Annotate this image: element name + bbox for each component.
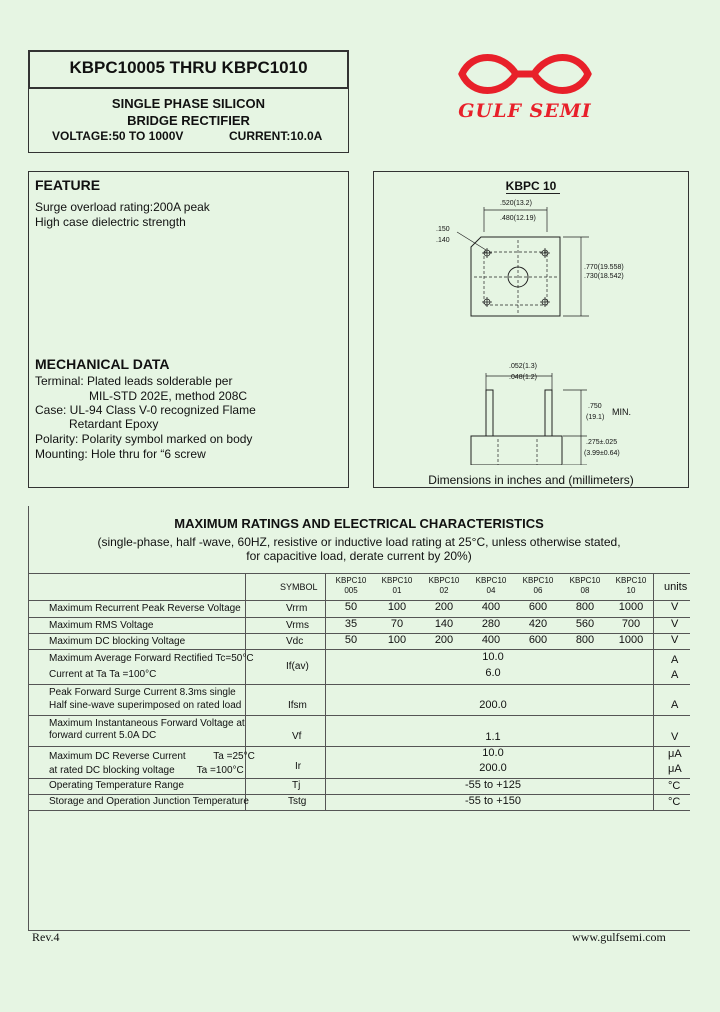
value-cell: 35 [344,618,358,630]
value-cell: 800 [575,601,595,613]
mechanical-line: Retardant Epoxy [69,417,159,431]
mechanical-line: MIL-STD 202E, method 208C [89,389,248,403]
param-label: Peak Forward Surge Current 8.3ms single [49,687,236,698]
param-label: Maximum RMS Voltage [49,620,154,631]
value-cell: 200 [434,634,454,646]
value-cell: 50 [344,601,358,613]
dim-body-1: .275±.025 [586,439,618,446]
table-row [28,618,718,634]
value-cell: 400 [481,634,501,646]
param-label: Maximum Recurrent Peak Reverse Voltage [49,603,241,614]
value-cell: 400 [481,601,501,613]
feature-line: Surge overload rating:200A peak [35,200,210,214]
unit-cell: V [671,634,679,646]
value-cell: 100 [387,601,407,613]
dim-right-2: .730(18.542) [584,273,624,280]
website-link[interactable]: www.gulfsemi.com [572,930,666,944]
column-header-suffix: 04 [486,586,496,595]
feature-line: High case dielectric strength [35,215,186,229]
param-label: Maximum DC blocking Voltage [49,636,186,647]
column-header-suffix: 10 [626,586,636,595]
column-header-suffix: 01 [392,586,402,595]
mechanical-line: Polarity: Polarity symbol marked on body [35,432,253,446]
ratings-note-1: (single-phase, half -wave, 60HZ, resistive or inductive load rating at 25°C, unless otherwise stated, [97,535,621,549]
param-label: at rated DC blocking voltage Ta =100°C [49,765,244,776]
column-header [513,576,563,596]
value-cell: 420 [528,618,548,630]
voltage-spec: VOLTAGE:50 TO 1000V [52,129,184,143]
ratings-title: MAXIMUM RATINGS AND ELECTRICAL CHARACTERISTICS [174,516,544,531]
table-row [28,651,690,683]
mechanical-line: Mounting: Hole thru for “6 screw [35,447,206,461]
column-header [372,576,422,596]
value-cell: 1000 [618,634,644,646]
symbol-cell: Tstg [288,796,307,807]
param-label: Current at Ta Ta =100°C [49,669,157,680]
value-cell: 280 [481,618,501,630]
symbol-cell: Ifsm [288,700,307,711]
param-label: Maximum Average Forward Rectified Tc=50°C [49,653,254,664]
column-header-model: KBPC10 [475,576,507,585]
table-row [28,634,718,650]
diagram-title: KBPC 10 [505,179,557,193]
dim-right-1: .770(19.558) [584,264,624,271]
table-rule [28,573,690,574]
symbol-cell: Vrrm [286,603,308,614]
column-header-suffix: 02 [439,586,449,595]
dim-top-2: .480(12.19) [500,215,536,222]
dim-length-3: (19.1) [586,414,605,421]
value-cell: -55 to +125 [465,779,521,791]
page-title: KBPC10005 THRU KBPC1010 [69,58,308,77]
symbol-cell: If(av) [286,661,309,672]
ratings-table [28,573,690,813]
table-row [28,779,690,794]
dim-length-2: MIN. [612,407,631,417]
unit-cell: °C [668,780,681,792]
unit-cell: μA [668,748,682,760]
value-cell: 140 [434,618,454,630]
symbol-cell: Vrms [286,620,309,631]
dim-lead-2: .048(1.2) [509,374,538,381]
unit-cell: A [671,654,679,666]
dim-left-1: .150 [436,226,450,233]
mechanical-heading: MECHANICAL DATA [35,356,170,372]
value-cell: 600 [528,601,548,613]
column-header-model: KBPC10 [615,576,647,585]
gulf-semi-logo [440,46,610,128]
column-header-model: KBPC10 [335,576,367,585]
value-cell: 600 [528,634,548,646]
column-header-suffix: 06 [533,586,543,595]
param-label: Half sine-wave superimposed on rated load [49,700,242,711]
value-cell: 560 [575,618,595,630]
unit-cell: A [671,699,679,711]
mechanical-line: Terminal: Plated leads solderable per [35,374,233,388]
symbol-cell: Vdc [286,636,304,647]
column-header-model: KBPC10 [569,576,601,585]
value-cell: 6.0 [485,667,501,679]
unit-cell: μA [668,763,682,775]
table-row [28,747,690,778]
feature-heading: FEATURE [35,177,101,193]
param-label: Maximum Instantaneous Forward Voltage at [49,718,245,729]
column-header-model: KBPC10 [381,576,413,585]
unit-cell: V [671,731,679,743]
param-label: Operating Temperature Range [49,780,184,791]
table-row [28,601,718,617]
value-cell: 100 [387,634,407,646]
diagram-caption: Dimensions in inches and (millimeters) [428,473,634,487]
dim-body-2: (3.99±0.64) [584,450,620,457]
value-cell: 10.0 [482,747,504,759]
logo-text: GULF SEMI [458,100,592,122]
column-header-model: KBPC10 [522,576,554,585]
value-cell: 50 [344,634,358,646]
table-row [28,685,690,715]
dim-top-1: .520(13.2) [500,200,532,207]
table-rule [28,810,690,811]
dim-lead-1: .052(1.3) [509,363,538,370]
value-cell: -55 to +150 [465,795,521,807]
symbol-cell: Tj [292,780,301,791]
current-spec: CURRENT:10.0A [229,129,323,143]
value-cell: 70 [390,618,404,630]
column-header [419,576,469,596]
revision-label: Rev.4 [32,930,60,944]
column-header-model: KBPC10 [428,576,460,585]
unit-cell: V [671,601,679,613]
column-header-suffix: 08 [580,586,590,595]
value-cell: 200 [434,601,454,613]
column-header [326,576,376,596]
subtitle-line-2: BRIDGE RECTIFIER [127,113,250,128]
symbol-cell: Ir [295,761,302,772]
package-drawing [373,195,689,465]
column-header [560,576,610,596]
dim-left-2: .140 [436,237,450,244]
param-label: Maximum DC Reverse Current Ta =25°C [49,751,255,762]
ratings-note-2: for capacitive load, derate current by 20%) [246,549,472,563]
unit-cell: A [671,669,679,681]
column-header [606,576,656,596]
symbol-header: SYMBOL [280,582,318,592]
column-header [466,576,516,596]
value-cell: 10.0 [482,651,504,663]
subtitle-line-1: SINGLE PHASE SILICON [111,96,266,111]
unit-cell: °C [668,796,681,808]
value-cell: 200.0 [479,699,507,711]
param-label: forward current 5.0A DC [49,730,157,741]
diagram-title-underline [506,193,560,194]
symbol-cell: Vf [292,731,302,742]
table-row [28,716,690,746]
param-label: Storage and Operation Junction Temperature [49,796,249,807]
value-cell: 800 [575,634,595,646]
dim-length-1: .750 [588,403,602,410]
table-row [28,795,690,810]
value-cell: 700 [621,618,641,630]
value-cell: 1000 [618,601,644,613]
mechanical-line: Case: UL-94 Class V-0 recognized Flame [35,403,256,417]
value-cell: 1.1 [485,731,501,743]
column-header-suffix: 005 [344,586,358,595]
value-cell: 200.0 [479,762,507,774]
units-header: units [664,581,688,593]
unit-cell: V [671,618,679,630]
